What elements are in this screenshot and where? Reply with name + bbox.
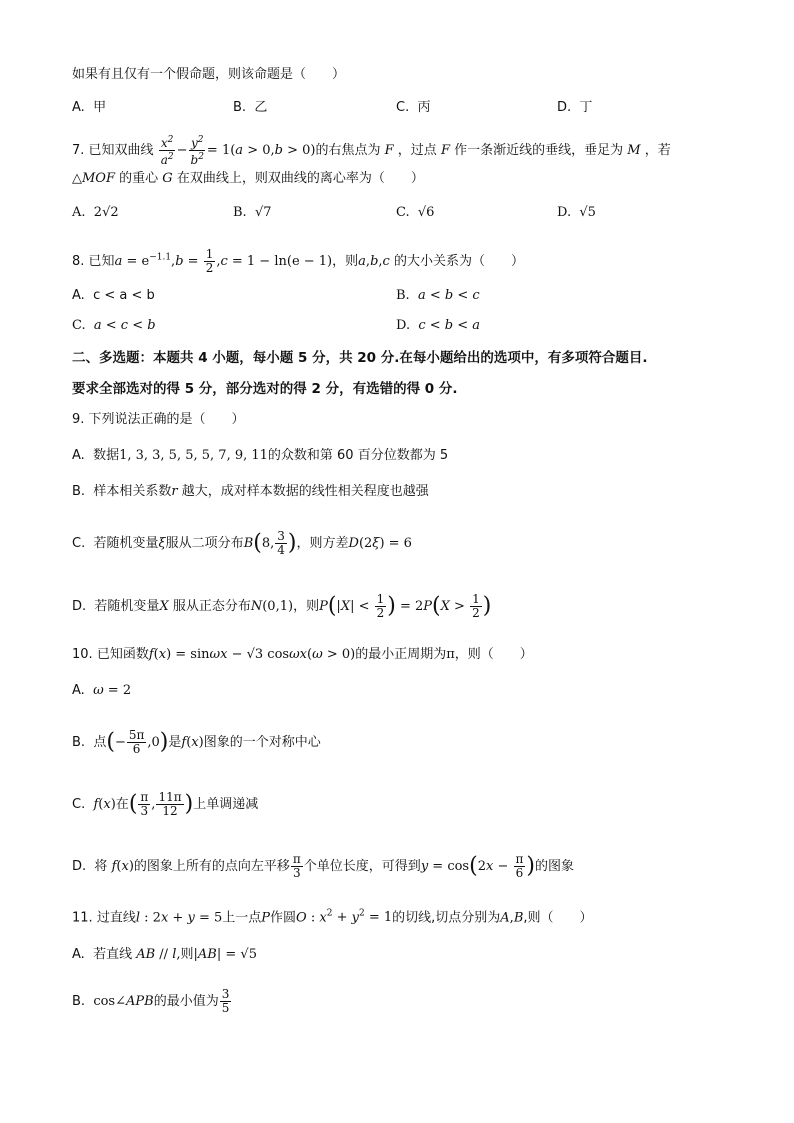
q9-half-fraction-1: $\frac{1}{2}$ — [376, 592, 385, 620]
q7-hyperbola-x-term: $\frac{x^2}{a^2}$ — [160, 135, 174, 167]
q9-option-b: B. 样本相关系数r 越大，成对样本数据的线性相关程度也越强 — [72, 484, 429, 499]
q10-five-pi-sixths: $\frac{5\pi}{6}$ — [128, 728, 145, 756]
q7-option-a: A. 2√2 — [72, 205, 119, 220]
q8-option-d: D. c < b < a — [396, 318, 481, 333]
q10-shift-pi-thirds: $\frac{\pi}{3}$ — [292, 852, 301, 880]
q8-option-b: B. a < b < c — [396, 288, 480, 303]
q10-eleven-pi-twelfths: $\frac{11\pi}{12}$ — [158, 790, 182, 818]
q6-option-a: A. 甲 — [72, 100, 107, 115]
q6-stem: 如果有且仅有一个假命题，则该命题是（ ） — [72, 67, 346, 82]
q11-stem: 11. 过直线l : 2x + y = 5上一点P作圆O : $x^2 + y^2 = 1$的切线,切点分别为A,B,则（ ） — [72, 909, 593, 926]
q7-option-d: D. √5 — [557, 205, 596, 220]
q7-option-b: B. √7 — [233, 205, 272, 220]
section2-heading-line1: 二、多选题：本题共 4 小题，每小题 5 分，共 20 分.在每小题给出的选项中，有多项符合题目. — [72, 350, 648, 366]
q10-option-a: A. ω = 2 — [72, 683, 132, 698]
q9-option-c: C. 若随机变量ξ服从二项分布B(8, $\frac{3}{4}$ )，则方差D(2ξ) = 6 — [72, 529, 412, 557]
q9-stem: 9. 下列说法正确的是（ ） — [72, 412, 245, 427]
q10-stem: 10. 已知函数f(x) = sinωx − √3 cosωx(ω > 0)的最小正周期为π，则（ ） — [72, 647, 533, 662]
q10-option-d: D. 将 f(x)的图象上所有的点向左平移 $\frac{\pi}{3}$ 个单位长度，可得到y = cos(2x − $\frac{\pi}{6}$ )的图象 — [72, 852, 574, 880]
q9-option-a: A. 数据1, 3, 3, 5, 5, 5, 7, 9, 11的众数和第 60 百分位数都为 5 — [72, 448, 449, 463]
q7-hyperbola-y-term: $\frac{y^2}{b^2}$ — [190, 135, 204, 167]
q6-option-d: D. 丁 — [557, 100, 593, 115]
q9-option-d: D. 若随机变量X 服从正态分布N(0,1)，则P(|X| < $\frac{1}{2}$ ) = 2P(X > $\frac{1}{2}$ ) — [72, 592, 492, 620]
q7-stem-line2: △MOF 的重心 G 在双曲线上，则双曲线的离心率为（ ） — [72, 171, 424, 186]
section2-heading-line2: 要求全部选对的得 5 分，部分选对的得 2 分，有选错的得 0 分. — [72, 381, 458, 397]
q6-option-b: B. 乙 — [233, 100, 268, 115]
q7-option-c: C. √6 — [396, 205, 435, 220]
q11-option-b: B. cos∠APB的最小值为 $\frac{3}{5}$ — [72, 987, 230, 1015]
q9-three-quarters: $\frac{3}{4}$ — [277, 529, 285, 557]
q10-option-b: B. 点(− $\frac{5\pi}{6}$ ,0)是f(x)图象的一个对称中心 — [72, 728, 321, 756]
q8-option-a: A. c < a < b — [72, 288, 155, 303]
q11-option-a: A. 若直线 AB // l,则|AB| = √5 — [72, 947, 257, 962]
q7-stem-line1: 7. 已知双曲线 $\frac{x^2}{a^2}$ − $\frac{y^2}{b^2}$ = 1(a > 0,b > 0)的右焦点为 F ，过点 F 作一条渐近线的垂线，垂足为 M ，若 — [72, 135, 671, 167]
q6-option-c: C. 丙 — [396, 100, 431, 115]
q10-option-c: C. f(x)在( $\frac{\pi}{3}$ , $\frac{11\pi}{12}$ )上单调递减 — [72, 790, 259, 818]
q10-pi-sixths: $\frac{\pi}{6}$ — [515, 852, 524, 880]
q8-stem: 8. 已知$a = e^{-1.1},b$ = $\frac{1}{2}$ ,c = 1 − ln(e − 1)，则a,b,c 的大小关系为（ ） — [72, 247, 524, 275]
q10-pi-thirds: $\frac{\pi}{3}$ — [140, 790, 149, 818]
q8-half-fraction: $\frac{1}{2}$ — [205, 247, 214, 275]
q9-half-fraction-2: $\frac{1}{2}$ — [472, 592, 480, 620]
q8-option-c: C. a < c < b — [72, 318, 156, 333]
q11-three-fifths: $\frac{3}{5}$ — [221, 987, 230, 1015]
